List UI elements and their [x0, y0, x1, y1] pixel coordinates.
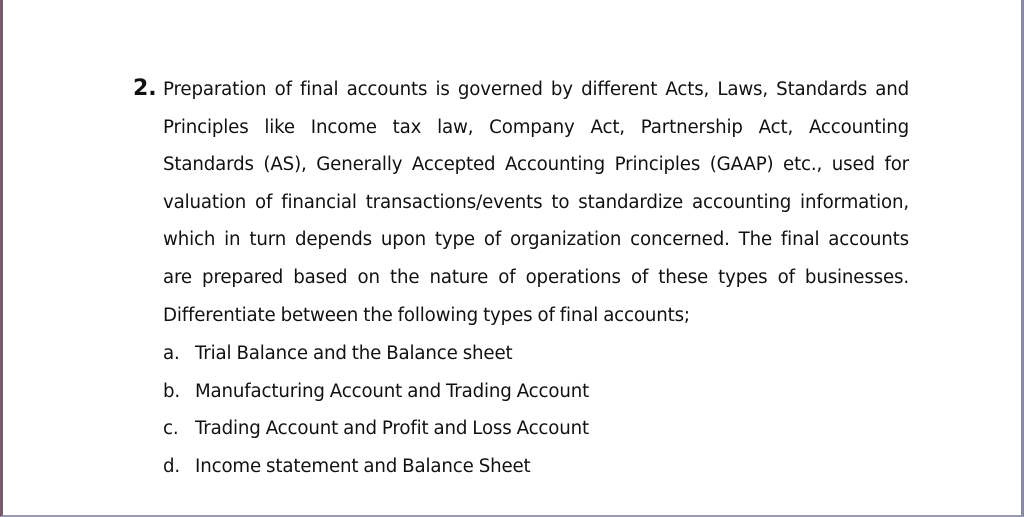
option-text: Trial Balance and the Balance sheet [195, 343, 513, 364]
option-text: Income statement and Balance Sheet [195, 455, 531, 477]
options-list [163, 335, 589, 485]
option-letter: b. [163, 380, 181, 402]
question-line: are prepared based on the nature of operations of these types of businesses. [163, 266, 909, 288]
question-text [163, 71, 909, 334]
question-line: which in turn depends upon type of organization concerned. The final accounts [163, 229, 909, 251]
option-text: Manufacturing Account and Trading Account [195, 380, 590, 402]
question-line: Differentiate between the following types of final accounts; [163, 304, 690, 326]
option-letter: d. [163, 455, 181, 477]
question-line: Principles like Income tax law, Company Act, Partnership Act, Accounting [163, 116, 909, 138]
option-letter: a. [163, 343, 180, 364]
option-item-d [163, 448, 589, 486]
question-line: Preparation of final accounts is governed by different Acts, Laws, Standards and [163, 79, 909, 100]
option-item-c [163, 410, 589, 448]
option-text: Trading Account and Profit and Loss Account [195, 418, 589, 440]
option-item-b [163, 373, 589, 411]
option-letter: c. [163, 418, 179, 440]
question-number: 2. [133, 76, 157, 101]
option-item-a [163, 335, 589, 373]
question-line: Standards (AS), Generally Accepted Accounting Principles (GAAP) etc., used for [163, 154, 909, 176]
question-line: valuation of financial transactions/events to standardize accounting information, [163, 191, 909, 213]
